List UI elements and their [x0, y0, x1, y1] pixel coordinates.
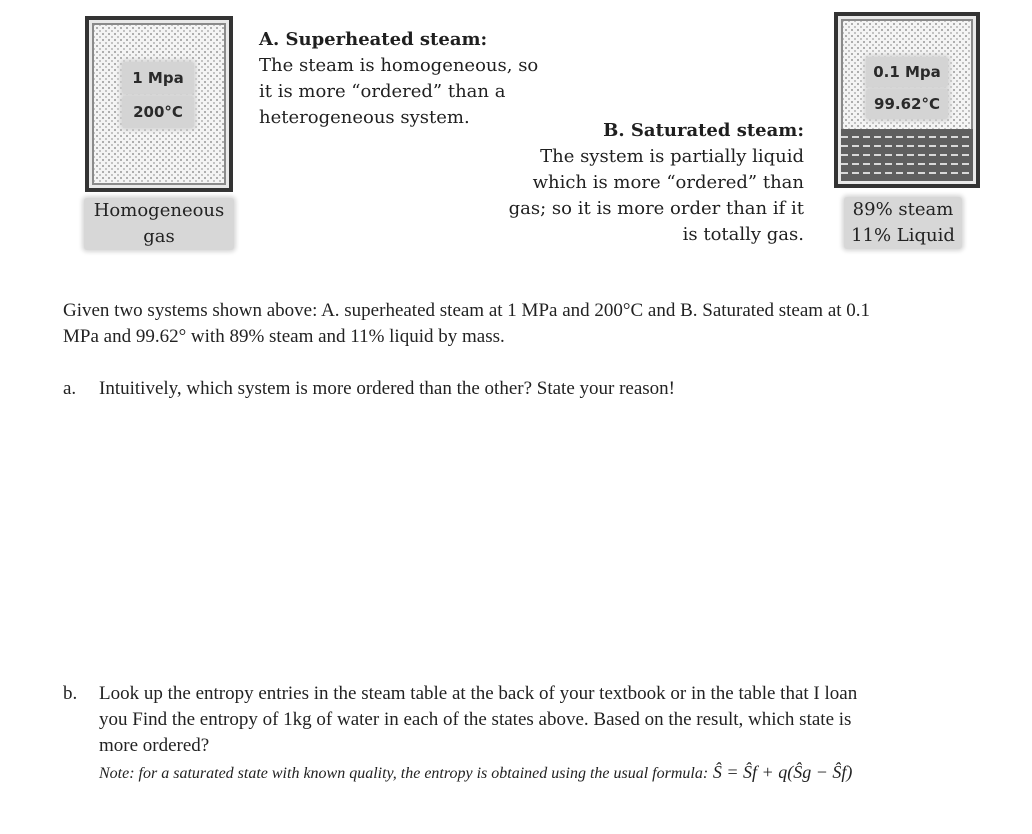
system-b-caption	[844, 197, 962, 249]
question-b-line: you Find the entropy of 1kg of water in each of the states above. Based on the result, which state is	[99, 709, 852, 730]
intro-line: Given two systems shown above: A. superheated steam at 1 MPa and 200°C and B. Saturated steam at 0.1	[63, 300, 871, 321]
system-a-caption	[84, 198, 234, 250]
description-a-line: heterogeneous system.	[259, 107, 470, 128]
intro-paragraph	[63, 298, 1023, 350]
question-b	[63, 681, 1023, 787]
description-b-line: is totally gas.	[682, 224, 804, 245]
description-b	[470, 118, 804, 248]
question-b-label: b.	[63, 683, 78, 704]
description-a-line: The steam is homogeneous, so	[259, 55, 539, 76]
system-b-temperature: 99.62°C	[866, 89, 948, 119]
system-b-caption-line1: 89% steam	[852, 199, 954, 220]
system-b-caption-line2: 11% Liquid	[851, 225, 955, 246]
description-a-heading: A. Superheated steam:	[259, 29, 488, 50]
entropy-formula: Ŝ = Ŝf + q(Ŝg − Ŝf)	[712, 762, 853, 782]
question-b-line: Look up the entropy entries in the steam table at the back of your textbook or in the table that I loan	[99, 683, 858, 704]
system-a-pressure: 1 Mpa	[122, 62, 194, 94]
liquid-fill	[841, 129, 973, 181]
note-text: Note: for a saturated state with known quality, the entropy is obtained using the usual formula:	[99, 765, 709, 782]
question-a-label: a.	[63, 378, 77, 399]
description-b-line: which is more “ordered” than	[532, 172, 804, 193]
question-a-text: Intuitively, which system is more ordered than the other? State your reason!	[99, 378, 675, 399]
description-b-heading: B. Saturated steam:	[603, 120, 804, 141]
intro-line: MPa and 99.62° with 89% steam and 11% liquid by mass.	[63, 326, 505, 347]
system-a-caption-line1: Homogeneous	[93, 200, 225, 221]
description-b-line: gas; so it is more order than if it	[508, 198, 804, 219]
system-a-temperature: 200°C	[122, 96, 194, 128]
system-b-pressure: 0.1 Mpa	[866, 57, 948, 87]
description-b-line: The system is partially liquid	[540, 146, 804, 167]
description-a-line: it is more “ordered” than a	[259, 81, 506, 102]
formula-note	[99, 759, 1023, 787]
question-b-line: more ordered?	[99, 735, 210, 756]
system-a-caption-line2: gas	[143, 226, 175, 247]
description-a	[259, 27, 579, 131]
question-a	[63, 376, 1003, 402]
